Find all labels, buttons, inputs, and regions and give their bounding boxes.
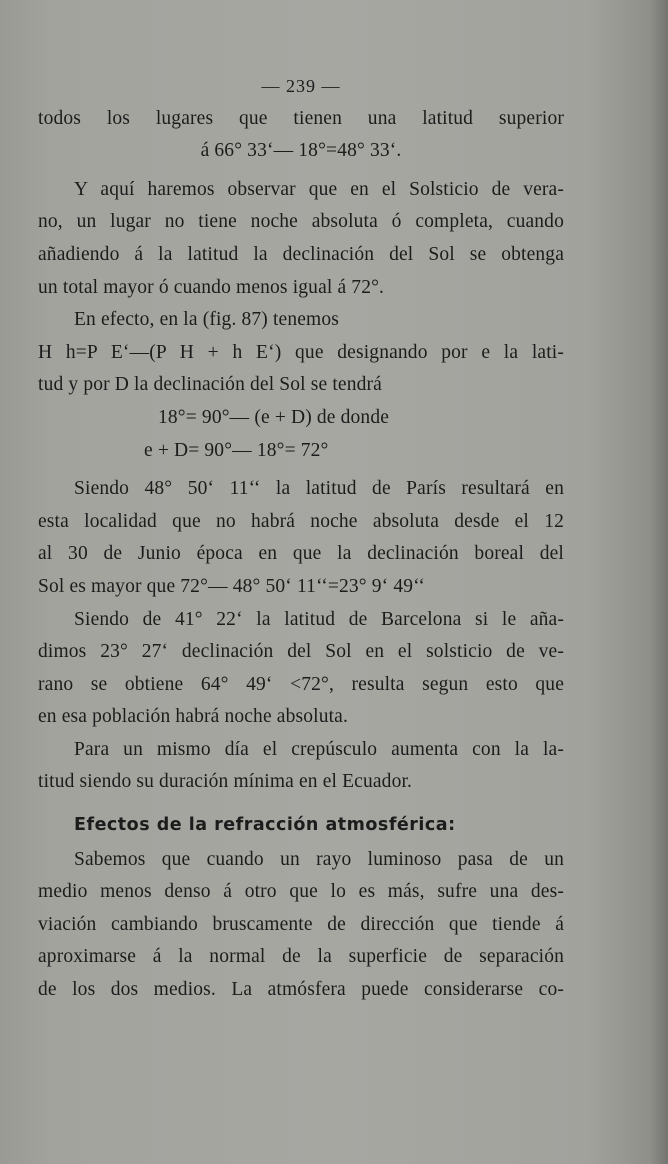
- section-heading: Efectos de la refracción atmosférica:: [74, 815, 456, 836]
- text-line: al 30 de Junio época en que la declinación boreal del: [38, 543, 564, 565]
- text-line: añadiendo á la latitud la declinación del Sol se obtenga: [38, 243, 564, 265]
- formula-line: 18°= 90°— (e + D) de donde: [158, 406, 390, 428]
- text-line: un total mayor ó cuando menos igual á 72°.: [38, 276, 385, 298]
- text-line: no, un lugar no tiene noche absoluta ó completa, cuando: [38, 211, 564, 233]
- text-line: tud y por D la declinación del Sol se tendrá: [38, 374, 382, 396]
- text-line: de los dos medios. La atmósfera puede considerarse co-: [38, 979, 564, 1001]
- formula-line: á 66° 33‘— 18°=48° 33‘.: [200, 140, 402, 162]
- text-line: dimos 23° 27‘ declinación del Sol en el solsticio de ve-: [38, 641, 564, 663]
- text-line: viación cambiando bruscamente de dirección que tiende á: [38, 913, 564, 935]
- page-number: — 239 —: [261, 76, 341, 96]
- text-line: en esa población habrá noche absoluta.: [38, 706, 348, 728]
- formula-line: e + D= 90°— 18°= 72°: [144, 439, 329, 461]
- text-line: aproximarse á la normal de la superficie de separación: [38, 946, 564, 968]
- text-line: medio menos denso á otro que lo es más, sufre una des-: [38, 881, 564, 903]
- page-text: [38, 70, 564, 1007]
- text-line: todos los lugares que tienen una latitud superior: [38, 107, 564, 129]
- text-line: Para un mismo día el crepúsculo aumenta con la la-: [74, 738, 564, 760]
- text-line: H h=P E‘—(P H + h E‘) que designando por e la lati-: [38, 341, 564, 363]
- page-edge-shadow: [650, 0, 668, 1164]
- text-line: titud siendo su duración mínima en el Ecuador.: [38, 771, 413, 793]
- text-line: Sabemos que cuando un rayo luminoso pasa de un: [74, 848, 564, 870]
- text-line: Siendo 48° 50‘ 11‘‘ la latitud de París resultará en: [74, 478, 564, 500]
- text-line: rano se obtiene 64° 49‘ <72°, resulta segun esto que: [38, 673, 564, 695]
- text-line: Siendo de 41° 22‘ la latitud de Barcelona si le aña-: [74, 608, 564, 630]
- text-line: esta localidad que no habrá noche absoluta desde el 12: [38, 510, 564, 532]
- text-line: En efecto, en la (fig. 87) tenemos: [74, 309, 339, 331]
- text-line: Y aquí haremos observar que en el Solsticio de vera-: [74, 178, 564, 200]
- text-line: Sol es mayor que 72°— 48° 50‘ 11‘‘=23° 9‘ 49‘‘: [38, 575, 425, 597]
